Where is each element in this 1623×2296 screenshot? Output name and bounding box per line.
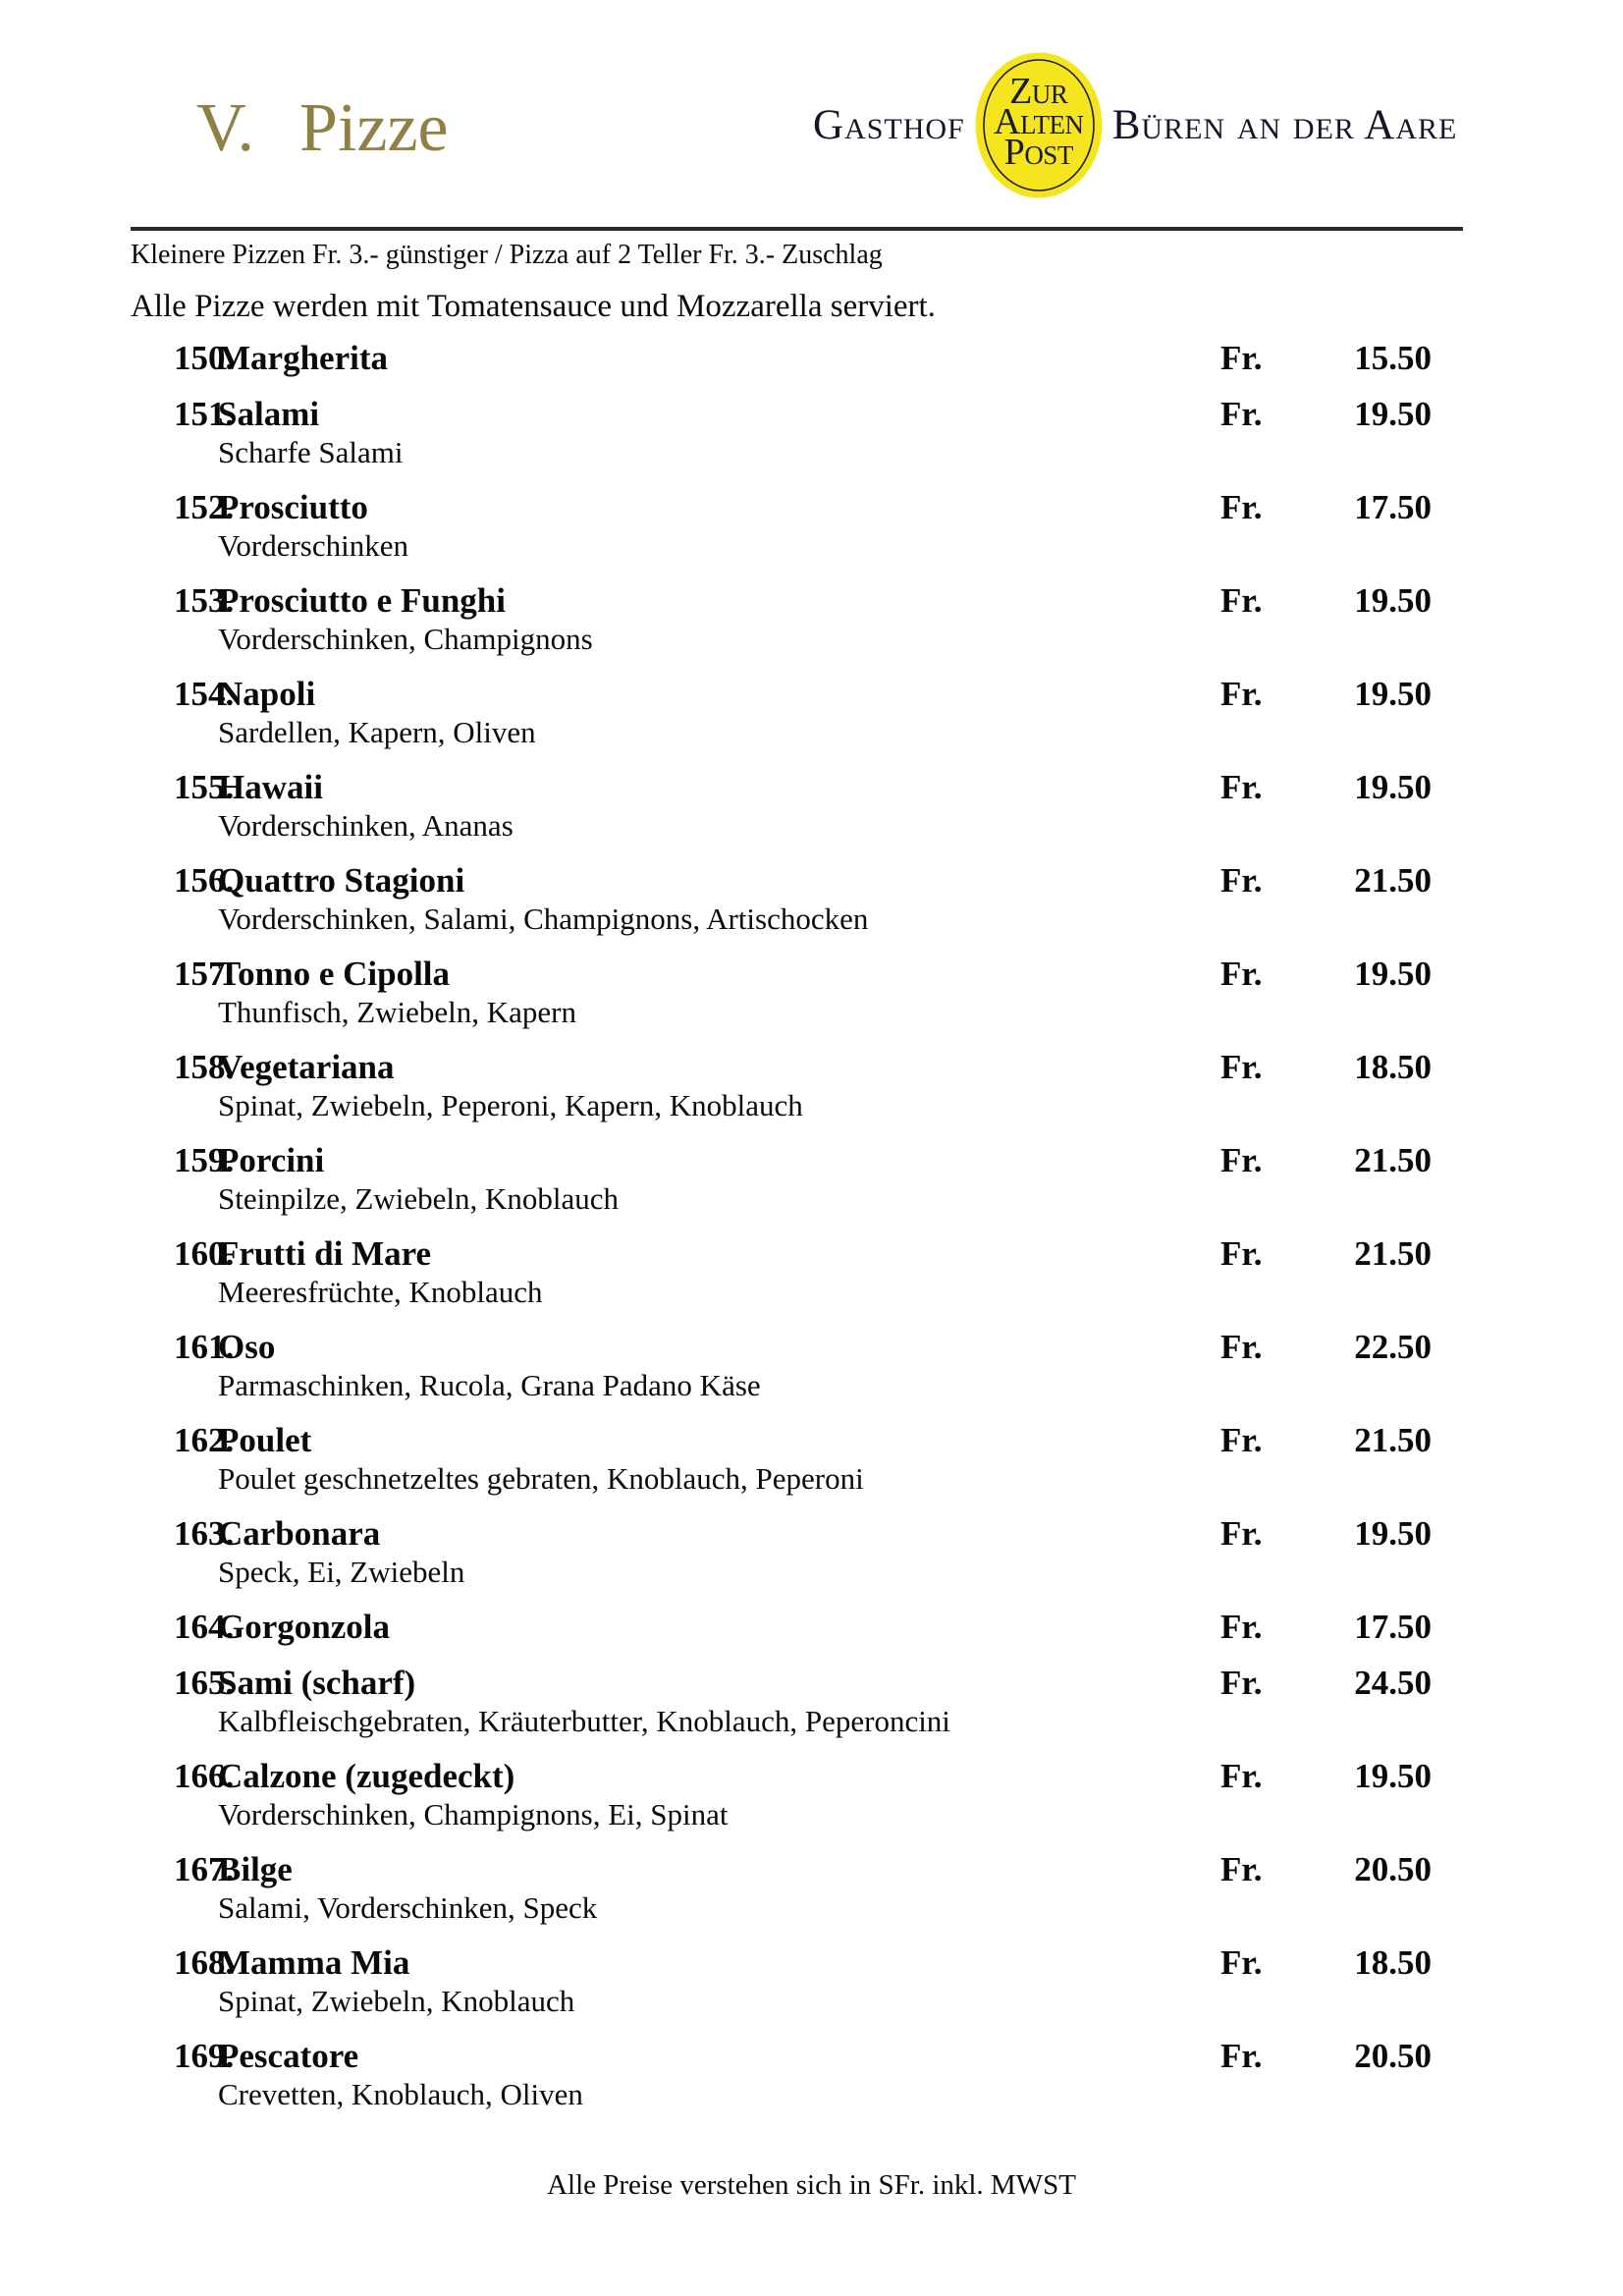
item-name: Margherita: [218, 339, 388, 377]
item-name: Bilge: [218, 1850, 293, 1888]
item-name: Oso: [218, 1328, 276, 1366]
section-number: V.: [196, 90, 255, 166]
brand-header: [813, 52, 1457, 198]
item-currency-label: Fr.: [1220, 1850, 1263, 1888]
menu-item-row: [174, 1141, 1432, 1180]
item-description: Parmaschinken, Rucola, Grana Padano Käse: [218, 1368, 761, 1402]
item-description: Vorderschinken, Champignons: [218, 622, 593, 656]
brand-location: Büren an der Aare: [1111, 101, 1458, 148]
item-description: Meeresfrüchte, Knoblauch: [218, 1275, 543, 1309]
item-name: Poulet: [218, 1421, 312, 1459]
menu-item: [174, 1943, 1432, 2020]
menu-item-row: [174, 768, 1432, 807]
item-currency-label: Fr.: [1220, 395, 1263, 433]
item-number: 163.: [174, 1514, 235, 1553]
menu-item-row: [174, 675, 1432, 714]
item-price: 21.50: [1354, 861, 1432, 900]
item-currency-label: Fr.: [1220, 861, 1263, 900]
item-price: 17.50: [1354, 1608, 1432, 1646]
menu-item: [174, 1514, 1432, 1591]
item-description: Spinat, Zwiebeln, Peperoni, Kapern, Knoblauch: [218, 1088, 803, 1122]
menu-item-row: [174, 1048, 1432, 1087]
menu-item-row: [174, 2037, 1432, 2076]
item-name: Quattro Stagioni: [218, 861, 465, 900]
menu-item-row: [174, 861, 1432, 901]
menu-item-row: [174, 1328, 1432, 1367]
menu-item-row: [174, 1608, 1432, 1647]
item-currency-label: Fr.: [1220, 1048, 1263, 1086]
item-number: 156.: [174, 861, 235, 900]
item-description: Salami, Vorderschinken, Speck: [218, 1890, 598, 1925]
item-price: 19.50: [1354, 768, 1432, 806]
menu-item: [174, 2037, 1432, 2113]
item-description: Vorderschinken, Salami, Champignons, Artischocken: [218, 902, 869, 936]
menu-item: [174, 768, 1432, 845]
item-currency-label: Fr.: [1220, 581, 1263, 620]
menu-item-row: [174, 955, 1432, 994]
item-price: 17.50: [1354, 488, 1432, 526]
item-price: 20.50: [1354, 2037, 1432, 2075]
menu-item: [174, 1234, 1432, 1311]
item-price: 21.50: [1354, 1421, 1432, 1459]
menu-item: [174, 1757, 1432, 1833]
item-description: Vorderschinken, Champignons, Ei, Spinat: [218, 1797, 729, 1831]
item-name: Gorgonzola: [218, 1608, 390, 1646]
item-price: 19.50: [1354, 955, 1432, 993]
item-currency-label: Fr.: [1220, 675, 1263, 713]
item-number: 153.: [174, 581, 235, 620]
item-name: Prosciutto: [218, 488, 368, 526]
item-currency-label: Fr.: [1220, 488, 1263, 526]
menu-item: [174, 1850, 1432, 1927]
item-price: 19.50: [1354, 1514, 1432, 1553]
item-number: 161.: [174, 1328, 235, 1366]
item-price: 21.50: [1354, 1141, 1432, 1179]
item-number: 167.: [174, 1850, 235, 1888]
menu-item: [174, 395, 1432, 471]
item-number: 158.: [174, 1048, 235, 1086]
item-number: 157.: [174, 955, 235, 993]
item-description: Sardellen, Kapern, Oliven: [218, 715, 536, 749]
logo-text: [975, 52, 1103, 198]
page-title: [196, 90, 449, 166]
item-description: Speck, Ei, Zwiebeln: [218, 1555, 465, 1589]
logo-line: POST: [1003, 131, 1073, 173]
item-price: 19.50: [1354, 581, 1432, 620]
menu-item: [174, 488, 1432, 565]
item-number: 154.: [174, 675, 235, 713]
menu-item-row: [174, 339, 1432, 378]
item-number: 160.: [174, 1234, 235, 1273]
item-name: Prosciutto e Funghi: [218, 581, 506, 620]
menu-item: [174, 1664, 1432, 1740]
item-currency-label: Fr.: [1220, 1234, 1263, 1273]
item-description: Steinpilze, Zwiebeln, Knoblauch: [218, 1181, 620, 1216]
item-price: 21.50: [1354, 1234, 1432, 1273]
item-number: 151.: [174, 395, 235, 433]
menu-item-row: [174, 395, 1432, 434]
item-number: 155.: [174, 768, 235, 806]
item-name: Frutti di Mare: [218, 1234, 432, 1273]
item-currency-label: Fr.: [1220, 1664, 1263, 1702]
menu-item: [174, 1608, 1432, 1647]
menu-item: [174, 955, 1432, 1031]
divider-rule: [131, 227, 1463, 231]
item-currency-label: Fr.: [1220, 1421, 1263, 1459]
item-currency-label: Fr.: [1220, 2037, 1263, 2075]
item-description: Vorderschinken, Ananas: [218, 808, 514, 843]
menu-item-row: [174, 1757, 1432, 1796]
item-name: Porcini: [218, 1141, 325, 1179]
item-price: 18.50: [1354, 1048, 1432, 1086]
item-price: 20.50: [1354, 1850, 1432, 1888]
item-number: 164.: [174, 1608, 235, 1646]
item-number: 166.: [174, 1757, 235, 1795]
item-name: Mamma Mia: [218, 1943, 410, 1982]
item-name: Vegetariana: [218, 1048, 395, 1086]
item-price: 19.50: [1354, 395, 1432, 433]
item-number: 152.: [174, 488, 235, 526]
item-description: Spinat, Zwiebeln, Knoblauch: [218, 1984, 575, 2018]
menu-item: [174, 675, 1432, 751]
item-number: 169.: [174, 2037, 235, 2075]
item-price: 19.50: [1354, 675, 1432, 713]
menu-item: [174, 861, 1432, 938]
item-name: Tonno e Cipolla: [218, 955, 451, 993]
item-name: Salami: [218, 395, 320, 433]
logo-line: ZUR: [1009, 70, 1068, 112]
menu-item: [174, 581, 1432, 658]
item-price: 19.50: [1354, 1757, 1432, 1795]
item-price: 22.50: [1354, 1328, 1432, 1366]
item-currency-label: Fr.: [1220, 768, 1263, 806]
item-currency-label: Fr.: [1220, 955, 1263, 993]
menu-item: [174, 1328, 1432, 1404]
menu-item: [174, 1141, 1432, 1218]
item-name: Pescatore: [218, 2037, 359, 2075]
footer-note: Alle Preise verstehen sich in SFr. inkl. MWST: [547, 2169, 1076, 2201]
intro-text: Alle Pizze werden mit Tomatensauce und Mozzarella serviert.: [131, 289, 936, 324]
menu-item-row: [174, 1514, 1432, 1554]
logo-line: ALTEN: [994, 100, 1084, 142]
item-name: Calzone (zugedeckt): [218, 1757, 515, 1795]
item-currency-label: Fr.: [1220, 339, 1263, 377]
item-currency-label: Fr.: [1220, 1757, 1263, 1795]
item-number: 159.: [174, 1141, 235, 1179]
item-number: 168.: [174, 1943, 235, 1982]
menu-item-row: [174, 1234, 1432, 1274]
item-description: Crevetten, Knoblauch, Oliven: [218, 2077, 583, 2111]
item-description: Vorderschinken: [218, 528, 408, 563]
section-title: Pizze: [299, 90, 449, 166]
item-currency-label: Fr.: [1220, 1608, 1263, 1646]
item-currency-label: Fr.: [1220, 1943, 1263, 1982]
item-currency-label: Fr.: [1220, 1141, 1263, 1179]
menu-item: [174, 1421, 1432, 1498]
item-price: 15.50: [1354, 339, 1432, 377]
item-price: 24.50: [1354, 1664, 1432, 1702]
item-description: Kalbfleischgebraten, Kräuterbutter, Knoblauch, Peperoncini: [218, 1704, 950, 1738]
item-description: Poulet geschnetzeltes gebraten, Knoblauch, Peperoni: [218, 1461, 864, 1496]
item-price: 18.50: [1354, 1943, 1432, 1982]
menu-list: [174, 339, 1432, 2130]
item-name: Sami (scharf): [218, 1664, 416, 1702]
menu-item-row: [174, 1421, 1432, 1460]
menu-item-row: [174, 581, 1432, 621]
item-number: 162.: [174, 1421, 235, 1459]
item-number: 150.: [174, 339, 235, 377]
logo-zur-alten-post: [975, 52, 1103, 198]
menu-item: [174, 339, 1432, 378]
item-name: Carbonara: [218, 1514, 381, 1553]
brand-name: Gasthof: [813, 101, 965, 148]
item-description: Scharfe Salami: [218, 435, 404, 469]
item-number: 165.: [174, 1664, 235, 1702]
item-description: Thunfisch, Zwiebeln, Kapern: [218, 995, 576, 1029]
item-name: Hawaii: [218, 768, 323, 806]
menu-item-row: [174, 1664, 1432, 1703]
item-currency-label: Fr.: [1220, 1514, 1263, 1553]
menu-item-row: [174, 488, 1432, 527]
menu-item-row: [174, 1850, 1432, 1889]
menu-item: [174, 1048, 1432, 1124]
size-note: Kleinere Pizzen Fr. 3.- günstiger / Pizza auf 2 Teller Fr. 3.- Zuschlag: [131, 240, 883, 270]
item-currency-label: Fr.: [1220, 1328, 1263, 1366]
item-name: Napoli: [218, 675, 316, 713]
menu-item-row: [174, 1943, 1432, 1983]
